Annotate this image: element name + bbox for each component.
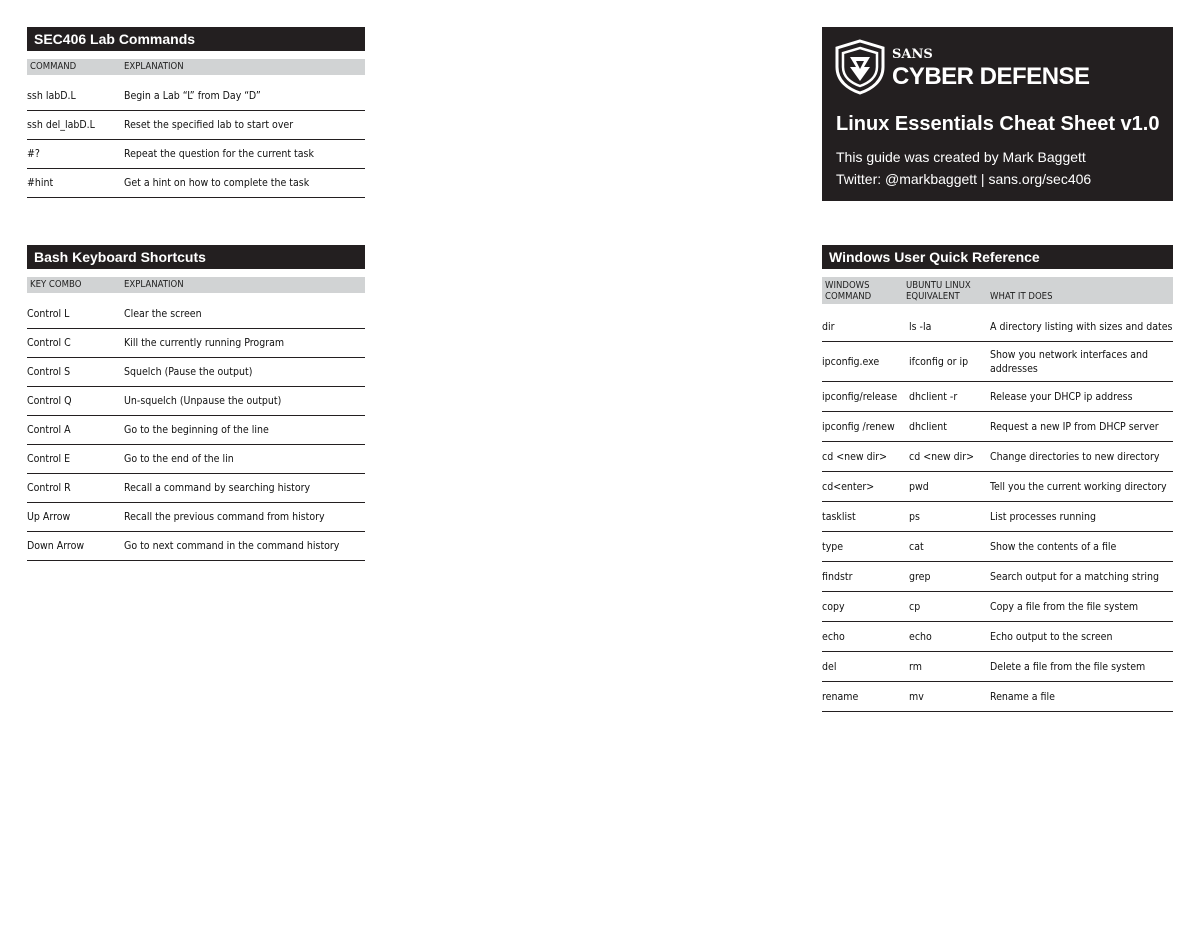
table-row <box>27 416 365 445</box>
table-row <box>822 342 1173 382</box>
column-header-command: COMMAND <box>30 61 77 72</box>
table-row <box>27 329 365 358</box>
table-row <box>822 532 1173 562</box>
description-cell: Change directories to new directory <box>990 450 1160 463</box>
key-cell: Down Arrow <box>27 540 85 552</box>
explanation-cell: Recall the previous command from history <box>124 511 325 523</box>
command-cell: #? <box>27 148 40 160</box>
table-row <box>27 474 365 503</box>
table-row <box>822 502 1173 532</box>
windows-cell: echo <box>822 630 845 643</box>
table-row <box>27 503 365 532</box>
description-cell: Show the contents of a file <box>990 540 1117 553</box>
key-cell: Control E <box>27 453 71 465</box>
command-cell: #hint <box>27 177 54 189</box>
table-row <box>27 169 365 198</box>
explanation-cell: Recall a command by searching history <box>124 482 311 494</box>
table-row <box>822 442 1173 472</box>
table-row <box>822 622 1173 652</box>
linux-cell: cat <box>909 540 924 553</box>
description-cell: Copy a file from the file system <box>990 600 1139 613</box>
windows-cell: del <box>822 660 837 673</box>
explanation-cell: Squelch (Pause the output) <box>124 366 253 378</box>
key-cell: Control A <box>27 424 71 436</box>
linux-cell: mv <box>909 690 924 703</box>
windows-cell: type <box>822 540 844 553</box>
table-row <box>27 445 365 474</box>
linux-cell: dhclient -r <box>909 390 958 403</box>
key-cell: Control S <box>27 366 71 378</box>
table-row <box>822 312 1173 342</box>
column-header-explanation: EXPLANATION <box>124 279 184 290</box>
windows-cell: cd <new dir> <box>822 450 888 463</box>
windows-cell: ipconfig /renew <box>822 420 895 433</box>
linux-cell: dhclient <box>909 420 947 433</box>
table-row <box>27 111 365 140</box>
explanation-cell: Go to the beginning of the line <box>124 424 269 436</box>
cheat-sheet-header <box>822 27 1173 201</box>
column-header-what: WHAT IT DOES <box>990 291 1053 302</box>
explanation-cell: Reset the specified lab to start over <box>124 119 294 131</box>
column-header-explanation: EXPLANATION <box>124 61 184 72</box>
description-cell: A directory listing with sizes and dates <box>990 320 1173 333</box>
bash-shortcuts-section <box>27 245 365 561</box>
windows-cell: tasklist <box>822 510 856 523</box>
description-cell: Release your DHCP ip address <box>990 390 1133 403</box>
linux-cell: pwd <box>909 480 929 493</box>
section-title: SEC406 Lab Commands <box>27 27 365 51</box>
table-row <box>822 382 1173 412</box>
table-row <box>27 300 365 329</box>
linux-cell: cp <box>909 600 921 613</box>
explanation-cell: Get a hint on how to complete the task <box>124 177 310 189</box>
linux-cell: rm <box>909 660 922 673</box>
table-row <box>27 532 365 561</box>
windows-cell: ipconfig.exe <box>822 355 880 368</box>
section-title: Bash Keyboard Shortcuts <box>27 245 365 269</box>
description-cell: List processes running <box>990 510 1096 523</box>
table-row <box>27 358 365 387</box>
key-cell: Up Arrow <box>27 511 71 523</box>
command-cell: ssh del_labD.L <box>27 119 95 131</box>
table-row <box>27 387 365 416</box>
explanation-cell: Go to next command in the command history <box>124 540 340 552</box>
description-cell: Request a new IP from DHCP server <box>990 420 1159 433</box>
description-cell: Search output for a matching string <box>990 570 1159 583</box>
table-row <box>822 412 1173 442</box>
windows-reference-section <box>822 245 1173 712</box>
linux-cell: echo <box>909 630 932 643</box>
table-header <box>822 277 1173 304</box>
table-header <box>27 59 365 75</box>
explanation-cell: Go to the end of the lin <box>124 453 234 465</box>
description-cell: Show you network interfaces and addresses <box>990 348 1149 375</box>
explanation-cell: Kill the currently running Program <box>124 337 285 349</box>
windows-cell: findstr <box>822 570 853 583</box>
table-row <box>27 140 365 169</box>
table-row <box>822 682 1173 712</box>
explanation-cell: Repeat the question for the current task <box>124 148 314 160</box>
windows-cell: rename <box>822 690 859 703</box>
linux-cell: grep <box>909 570 931 583</box>
column-header-linux: UBUNTU LINUX EQUIVALENT <box>906 280 971 302</box>
description-cell: Delete a file from the file system <box>990 660 1146 673</box>
linux-cell: ifconfig or ip <box>909 355 969 368</box>
contact-line: Twitter: @markbaggett | sans.org/sec406 <box>836 171 1092 187</box>
logo-cyber-defense-text: CYBER DEFENSE <box>892 63 1090 90</box>
table-header <box>27 277 365 293</box>
page-title: Linux Essentials Cheat Sheet v1.0 <box>836 113 1160 135</box>
explanation-cell: Clear the screen <box>124 308 202 320</box>
author-line: This guide was created by Mark Baggett <box>836 149 1086 165</box>
windows-cell: ipconfig/release <box>822 390 898 403</box>
command-cell: ssh labD.L <box>27 90 76 102</box>
linux-cell: ps <box>909 510 920 523</box>
windows-cell: copy <box>822 600 845 613</box>
table-row <box>27 82 365 111</box>
windows-cell: cd<enter> <box>822 480 875 493</box>
table-row <box>822 592 1173 622</box>
linux-cell: ls -la <box>909 320 932 333</box>
linux-cell: cd <new dir> <box>909 450 975 463</box>
table-row <box>822 472 1173 502</box>
description-cell: Rename a file <box>990 690 1055 703</box>
column-header-key-combo: KEY COMBO <box>30 279 82 290</box>
column-header-windows: WINDOWS COMMAND <box>825 280 872 302</box>
section-title: Windows User Quick Reference <box>822 245 1173 269</box>
lab-commands-section <box>27 27 365 198</box>
explanation-cell: Begin a Lab “L” from Day “D” <box>124 90 261 102</box>
shield-logo-icon <box>834 39 886 95</box>
windows-cell: dir <box>822 320 835 333</box>
key-cell: Control Q <box>27 395 72 407</box>
description-cell: Tell you the current working directory <box>990 480 1167 493</box>
logo-sans-text: SANS <box>892 47 933 62</box>
explanation-cell: Un-squelch (Unpause the output) <box>124 395 282 407</box>
table-row <box>822 562 1173 592</box>
table-row <box>822 652 1173 682</box>
description-cell: Echo output to the screen <box>990 630 1113 643</box>
key-cell: Control R <box>27 482 71 494</box>
key-cell: Control C <box>27 337 71 349</box>
key-cell: Control L <box>27 308 70 320</box>
